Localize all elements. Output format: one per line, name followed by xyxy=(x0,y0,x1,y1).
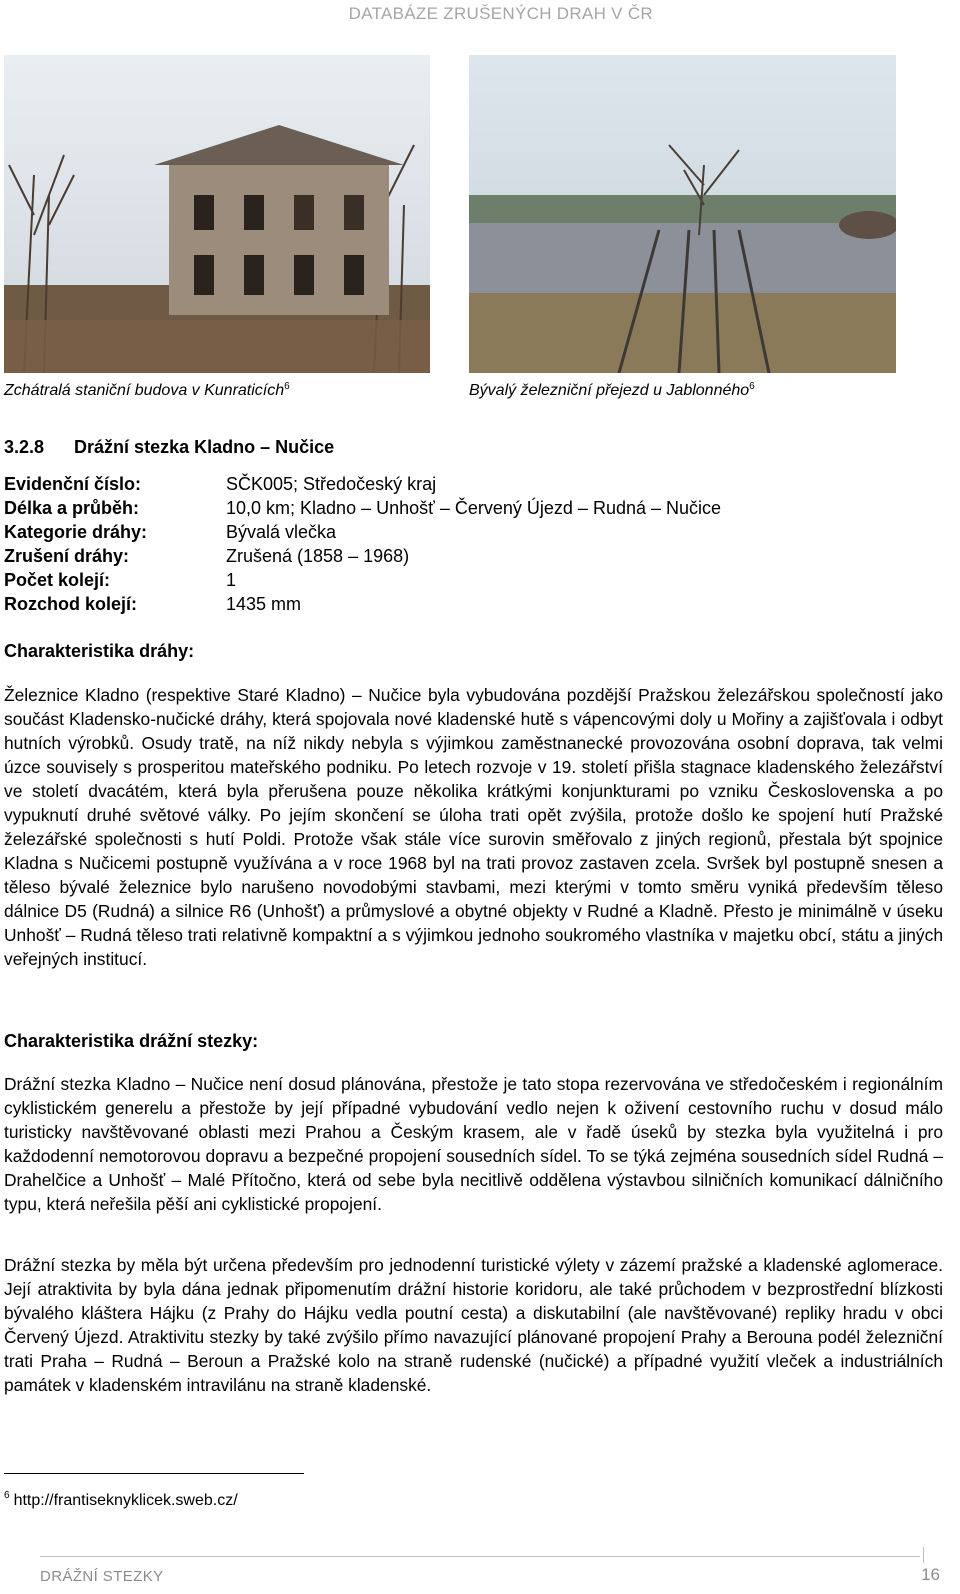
section-number: 3.2.8 xyxy=(4,437,45,457)
info-row-kategorie xyxy=(4,522,721,546)
footer-page-mark xyxy=(923,1547,940,1563)
info-row-rozchod xyxy=(4,594,721,618)
info-label: Počet kolejí: xyxy=(4,570,111,590)
footer-section-name: DRÁŽNÍ STEZKY xyxy=(40,1568,164,1585)
info-table xyxy=(4,474,721,618)
section-title: Drážní stezka Kladno – Nučice xyxy=(74,437,335,457)
footnote xyxy=(4,1490,238,1510)
paragraph-stezka-atraktivita: Drážní stezka by měla být určena především pro jednodenní turistické výlety v zázemí pražské a kladenské aglomerace. Její atraktivita by byla dána jednak připomenutím drážní historie koridoru, ale také průchodem v bezprostřední blízkosti bývalého kláštera Hájku (z Prahy do Hájku vedla poutní cesta) a diskutabilní (ale navštěvované) repliky hradu v obci Červený Újezd. Atraktivitu stezky by také zvýšilo přímo navazující plánované propojení Prahy a Berouna podél železniční trati Praha – Rudná – Beroun a Pražské kolo na straně rudenské (nučické) a případné využití vleček a industriálních památek v kladenském intravilánu na straně kladenské. xyxy=(4,1255,943,1395)
page-header-title: DATABÁZE ZRUŠENÝCH DRAH V ČR xyxy=(348,4,653,23)
footer-divider xyxy=(40,1556,920,1557)
caption-right-footnote-ref[interactable]: 6 xyxy=(749,381,755,392)
caption-right-text: Bývalý železniční přejezd u Jablonného xyxy=(469,382,750,399)
photo-railway-crossing xyxy=(469,55,896,373)
info-row-pocet-koleji xyxy=(4,570,721,594)
info-label: Zrušení dráhy: xyxy=(4,546,130,566)
info-label: Rozchod kolejí: xyxy=(4,594,138,614)
footnote-number: 6 xyxy=(4,1490,10,1501)
info-value: 10,0 km; Kladno – Unhošť – Červený Újezd – Rudná – Nučice xyxy=(226,498,722,518)
footnote-divider xyxy=(4,1473,304,1474)
photo-caption-left xyxy=(4,381,290,400)
railway-crossing-illustration xyxy=(469,55,896,373)
footnote-link[interactable]: http://frantiseknyklicek.sweb.cz/ xyxy=(13,1492,238,1509)
caption-left-footnote-ref[interactable]: 6 xyxy=(284,381,290,392)
footer-page-number: 16 xyxy=(921,1565,940,1584)
heading-charakteristika-drahy: Charakteristika dráhy: xyxy=(4,641,195,661)
info-value: 1435 mm xyxy=(226,594,302,614)
photo-caption-right xyxy=(469,381,755,400)
info-row-delka xyxy=(4,498,721,522)
section-heading xyxy=(4,437,334,458)
paragraph-stezka-plan: Drážní stezka Kladno – Nučice není dosud plánována, přestože je tato stopa rezervována ve středočeském i regionálním cyklistickém generelu a přestože by její případné vybudování vedlo nejen k oživení cestovního ruchu v dosud málo turisticky navštěvované oblasti mezi Prahou a Českým krasem, ale v řadě úseků by stezka byla využitelná i pro každodenní nemotorovou dopravu a bezpečné propojení sousedních sídel. To se týká zejména sousedních sídel Rudná – Drahelčice a Unhošť – Malé Přítočno, která od sebe byla necitlivě oddělena výstavbou silničních komunikací dálničního typu, která neřešila pěší ani cyklistické propojení. xyxy=(4,1074,943,1214)
heading-charakteristika-stezky: Charakteristika drážní stezky: xyxy=(4,1031,259,1051)
info-value: Bývalá vlečka xyxy=(226,522,337,542)
info-label: Délka a průběh: xyxy=(4,498,140,518)
caption-left-text: Zchátralá staniční budova v Kunraticích xyxy=(4,382,285,399)
info-value: SČK005; Středočeský kraj xyxy=(226,474,437,494)
station-building-illustration xyxy=(4,55,430,373)
info-label: Evidenční číslo: xyxy=(4,474,142,494)
photo-station-building xyxy=(4,55,430,373)
info-value: 1 xyxy=(226,570,237,590)
info-row-evidencni-cislo xyxy=(4,474,721,498)
info-value: Zrušená (1858 – 1968) xyxy=(226,546,410,566)
paragraph-charakteristika-drahy: Železnice Kladno (respektive Staré Kladno) – Nučice byla vybudována pozdější Pražskou železářskou společností jako součást Kladensko-nučické dráhy, která spojovala nové kladenské hutě s vápencovými doly u Mořiny a zajišťovala i odbyt hutních výrobků. Osudy tratě, na níž nikdy nebyla s výjimkou zaměstnanecké provozována osobní doprava, tak velmi úzce souvisely s prosperitou mateřského podniku. Po letech rozvoje v 19. století přišla stagnace kladenského železářství ve století dvacátém, která byla přerušena pouze několika krátkými konjunkturami po vzniku Československa a po vypuknutí druhé světové války. Po jejím skončení se úloha trati opět zvýšila, protože došlo ke spojení hutí Pražské železářské společnosti s hutí Poldi. Protože však stále více surovin směřovalo z jiných regionů, přestala být spojnice Kladna s Nučicemi postupně využívána a v roce 1968 byl na trati provoz zastaven zcela. Svršek byl postupně snesen a těleso bývalé železnice bylo narušeno novodobými stavbami, mezi kterými v tomto směru vyniká především těleso dálnice D5 (Rudná) a silnice R6 (Unhošť) a průmyslové a obytné objekty v Rudné a Kladně. Přesto je minimálně v úseku Unhošť – Rudná těleso trati relativně kompaktní a s výjimkou jednoho soukromého vlastníka v majetku obcí, státu a jiných veřejných institucí. xyxy=(4,685,943,969)
info-row-zruseni xyxy=(4,546,721,570)
info-label: Kategorie dráhy: xyxy=(4,522,148,542)
